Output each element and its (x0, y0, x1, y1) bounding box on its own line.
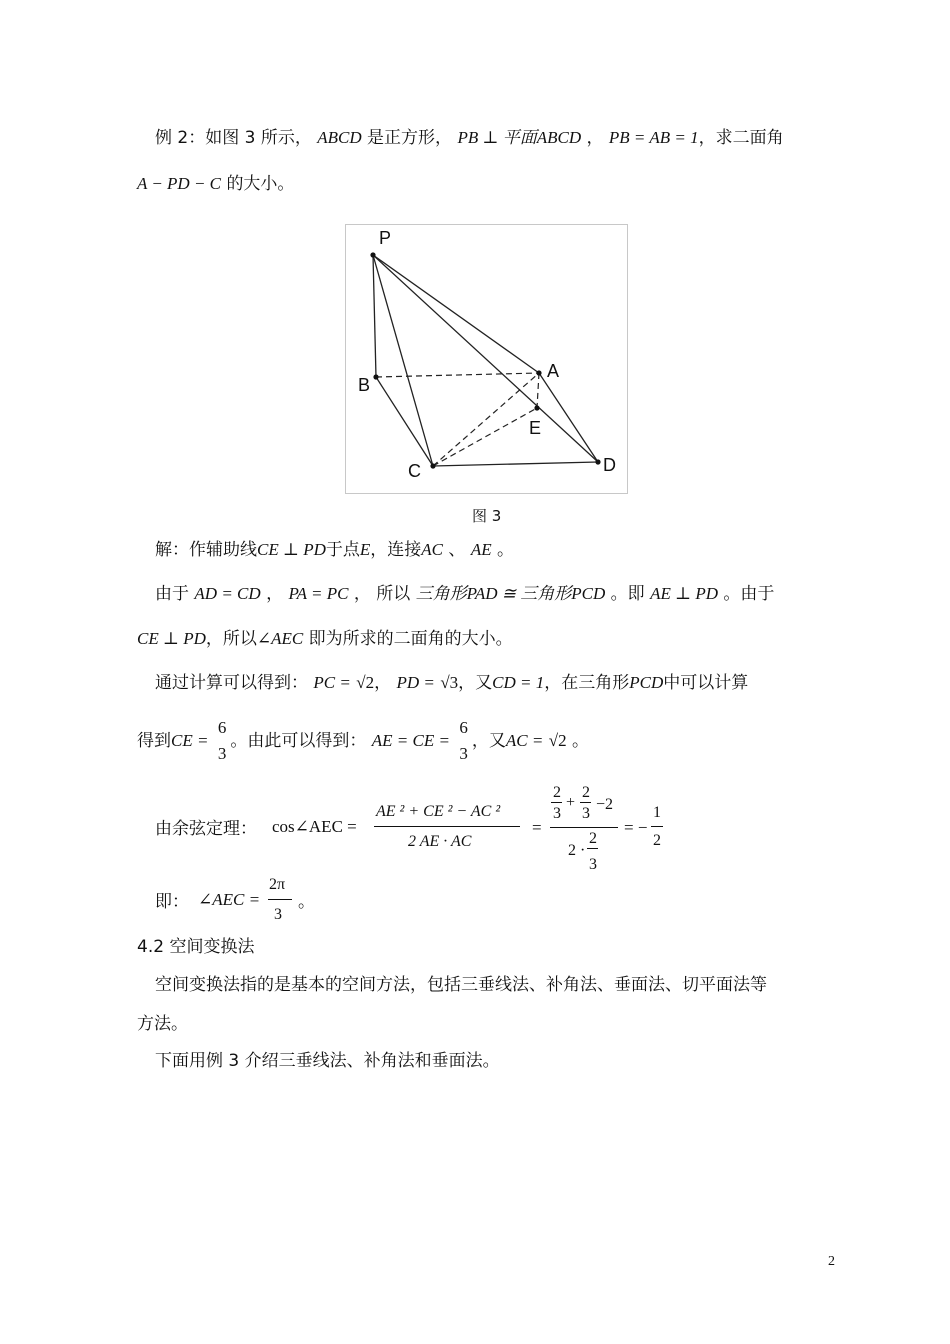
nested-bar-1 (551, 802, 562, 803)
pyramid-diagram (346, 225, 629, 495)
math-pa-eq-pc: PA = PC (288, 584, 349, 603)
frac-den: 3 (459, 744, 468, 763)
section-heading: 4.2 空间变换法 (137, 937, 255, 957)
result-bar (651, 826, 663, 827)
text-sep: 、 (448, 540, 466, 560)
fraction-sqrt6-over-3-b (459, 715, 468, 767)
label-p: P (379, 228, 392, 248)
text-so: ， 所以 (353, 584, 411, 604)
edge-cd (433, 462, 598, 466)
text-i-e: 。即 (610, 584, 645, 604)
text-size: 的大小。 (226, 174, 295, 194)
math-pb-eq-ab: PB = AB = 1 (608, 128, 699, 147)
figure-caption: 图 3 (472, 507, 502, 525)
minus-two: −2 (596, 796, 614, 813)
math-congruent-triangles: 三角形PAD ≅ 三角形PCD (415, 584, 606, 603)
edge-ca-hidden (433, 373, 542, 466)
text-comma: ， (266, 584, 284, 604)
nested-den-den: 3 (589, 856, 597, 873)
section-paragraph-1b: 方法。 (137, 1014, 188, 1034)
plus-sign: + (566, 794, 576, 811)
math-e: E (359, 540, 371, 559)
text-also: ，又 (458, 673, 493, 693)
nested-den-coef: 2 · (568, 842, 586, 859)
equals-sign: = (532, 818, 542, 837)
nested-bar-3 (587, 848, 598, 849)
math-angle-aec-eq: ∠AEC = (198, 890, 261, 909)
text-is-dihedral: 即为所求的二面角的大小。 (308, 629, 513, 649)
nested-num-1: 2 (553, 784, 561, 801)
math-ae-eq-ce: AE = CE = (371, 731, 450, 750)
text-comma: ， (374, 673, 392, 693)
text-compute: 通过计算可以得到： (155, 673, 308, 693)
solution-line-1 (155, 538, 514, 562)
label-d: D (603, 455, 616, 475)
edge-pd (373, 255, 598, 462)
frac-num: 6 (217, 718, 227, 737)
label-c: C (408, 461, 421, 481)
nested-main-bar (550, 827, 618, 828)
edge-ce-hidden (433, 408, 537, 466)
example-statement-line-2 (137, 172, 294, 196)
text-comma: ， (586, 128, 604, 148)
text-is-square: 是正方形， (367, 128, 453, 148)
text-can-compute: 中可以计算 (663, 673, 749, 693)
solution-line-5: 得到CE = 6 3 。由此可以得到： AE = CE = 6 3 ，又AC = √2 。 (137, 714, 589, 768)
cosine-law-label: 由余弦定理： (155, 819, 257, 839)
math-pb-perp-plane: PB ⊥ 平面ABCD (457, 128, 582, 147)
conclusion-period: 。 (298, 892, 315, 912)
math-pc-value: 2 (365, 673, 375, 692)
math-cos-aec: cos∠AEC = (272, 817, 357, 836)
nested-num-2: 2 (582, 784, 590, 801)
angle-num: 2π (269, 876, 286, 893)
point-a (536, 370, 541, 375)
text-so-2: ，所以 (205, 629, 257, 649)
conclusion-label: 即： (155, 892, 189, 912)
math-ac-value: 2 (558, 731, 567, 750)
label-e: E (529, 418, 542, 438)
nested-den-1: 3 (553, 805, 561, 822)
text-period: 。 (497, 540, 514, 560)
cos-numerator: AE ² + CE ² − AC ² (376, 803, 501, 820)
page-number: 2 (828, 1254, 835, 1269)
solution-line-3 (137, 627, 513, 651)
point-p (370, 252, 375, 257)
point-b (373, 374, 378, 379)
math-pd: PD = (396, 673, 435, 692)
text-in-triangle: ，在三角形 (544, 673, 630, 693)
math-ce-perp-pd: CE ⊥ PD (257, 540, 326, 559)
edge-ad (539, 373, 598, 462)
math-ce-eq: CE = (171, 731, 209, 750)
math-ae-perp-pd: AE ⊥ PD (650, 584, 718, 603)
figure-3 (345, 224, 628, 494)
edge-pc (373, 255, 433, 466)
math-ae: AE (470, 540, 492, 559)
fraction-sqrt6-over-3 (218, 715, 227, 767)
nested-den-num: 2 (589, 830, 597, 847)
cos-denominator: 2 AE · AC (408, 833, 472, 850)
label-b: B (358, 375, 371, 395)
text-get: 得到 (137, 731, 171, 751)
angle-bar (268, 899, 292, 900)
text-find-dihedral: ，求二面角 (698, 128, 784, 148)
edge-pa (373, 255, 539, 373)
section-paragraph-2: 下面用例 3 介绍三垂线法、补角法和垂面法。 (155, 1051, 500, 1071)
text-also-2: ，又 (471, 731, 506, 751)
result-den: 2 (653, 832, 661, 849)
math-abcd: ABCD (317, 128, 362, 147)
math-dihedral-angle: A − PD − C (137, 174, 222, 193)
text-aux-line: 解：作辅助线 (155, 540, 257, 560)
example-statement-line-1 (155, 126, 784, 150)
text-since-2: 。由于 (723, 584, 775, 604)
example-label: 例 2：如图 3 所示， (155, 128, 312, 148)
text-hence: 。由此可以得到： (230, 731, 367, 751)
point-c (430, 463, 435, 468)
point-e (534, 405, 539, 410)
result-eq-neg: = − (624, 818, 648, 837)
label-a: A (547, 361, 560, 381)
text-connect: ，连接 (370, 540, 422, 560)
solution-line-4: 通过计算可以得到： PC = √2， PD = √3，又CD = 1，在三角形PCD中可以计算 (155, 673, 749, 693)
point-d (595, 459, 600, 464)
result-num: 1 (653, 804, 661, 821)
edge-pb (373, 255, 376, 377)
math-ac-eq: AC = (505, 731, 544, 750)
edge-ae-hidden (537, 373, 539, 408)
math-ad-eq-cd: AD = CD (194, 584, 261, 603)
nested-den-2: 3 (582, 805, 590, 822)
text-since: 由于 (155, 584, 189, 604)
edge-bc (376, 377, 433, 466)
math-ac: AC (421, 540, 443, 559)
math-ce-perp-pd-2: CE ⊥ PD (137, 629, 206, 648)
math-pcd: PCD (629, 673, 664, 692)
solution-line-2 (155, 582, 774, 606)
text-at-point: 于点 (325, 540, 360, 560)
math-angle-aec: ∠AEC (256, 629, 304, 648)
frac-den: 3 (217, 744, 227, 763)
angle-den: 3 (274, 906, 282, 923)
text-period: 。 (571, 731, 589, 751)
fraction-bar (374, 826, 520, 827)
nested-bar-2 (580, 802, 591, 803)
math-pc: PC = (313, 673, 351, 692)
edge-ba-hidden (376, 373, 539, 377)
math-pd-value: 3 (449, 673, 459, 692)
section-paragraph-1a: 空间变换法指的是基本的空间方法，包括三垂线法、补角法、垂面法、切平面法等 (155, 975, 767, 995)
frac-num: 6 (459, 718, 468, 737)
math-cd-eq-1: CD = 1 (492, 673, 545, 692)
